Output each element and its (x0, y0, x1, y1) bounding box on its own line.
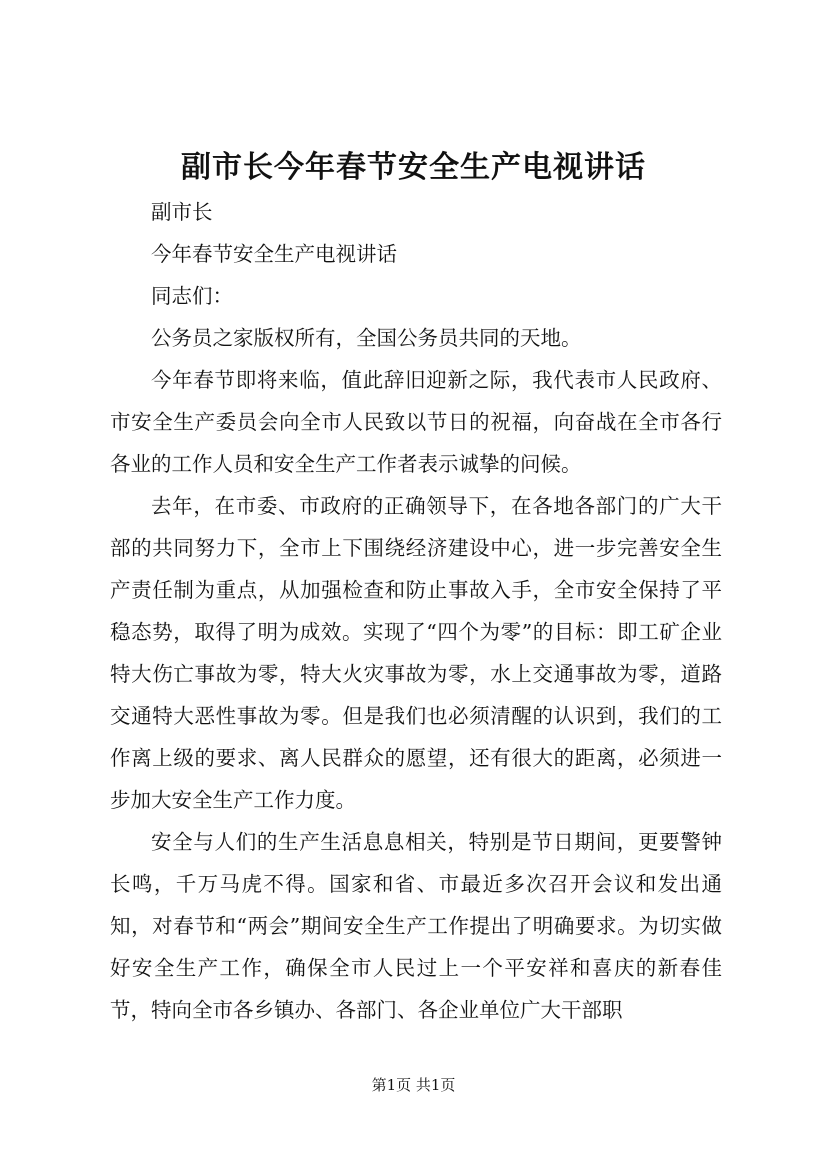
paragraph: 去年，在市委、市政府的正确领导下，在各地各部门的广大干部的共同努力下，全市上下围绕经济建设中心，进一步完善安全生产责任制为重点，从加强检查和防止事故入手，全市安全保持了平稳态势，取得了明为成效。实现了“四个为零”的目标：即工矿企业特大伤亡事故为零，特大火灾事故为零，水上交通事故为零，道路交通特大恶性事故为零。但是我们也必须清醒的认识到，我们的工作离上级的要求、离人民群众的愿望，还有很大的距离，必须进一步加大安全生产工作力度。 (110, 494, 722, 812)
document-title: 副市长今年春节安全生产电视讲话 (181, 150, 646, 185)
paragraph: 今年春节即将来临，值此辞旧迎新之际，我代表市人民政府、市安全生产委员会向全市人民致以节日的祝福，向奋战在全市各行各业的工作人员和安全生产工作者表示诚挚的问候。 (110, 368, 722, 476)
document-body (110, 191, 722, 1031)
paragraph-copyright: 公务员之家版权所有，全国公务员共同的天地。 (151, 326, 582, 350)
paragraph: 安全与人们的生产生活息息相关，特别是节日期间，更要警钟长鸣，千万马虎不得。国家和省、市最近多次召开会议和发出通知，对春节和“两会”期间安全生产工作提出了明确要求。为切实做好安全生产工作，确保全市人民过上一个平安祥和喜庆的新春佳节，特向全市各乡镇办、各部门、各企业单位广大干部职 (110, 830, 722, 1022)
paragraph-speaker: 副市长 (151, 200, 213, 224)
paragraph-salutation: 同志们： (151, 284, 233, 308)
paragraph-subtitle: 今年春节安全生产电视讲话 (151, 242, 397, 266)
page-footer: 第1页 共1页 (371, 1076, 456, 1094)
